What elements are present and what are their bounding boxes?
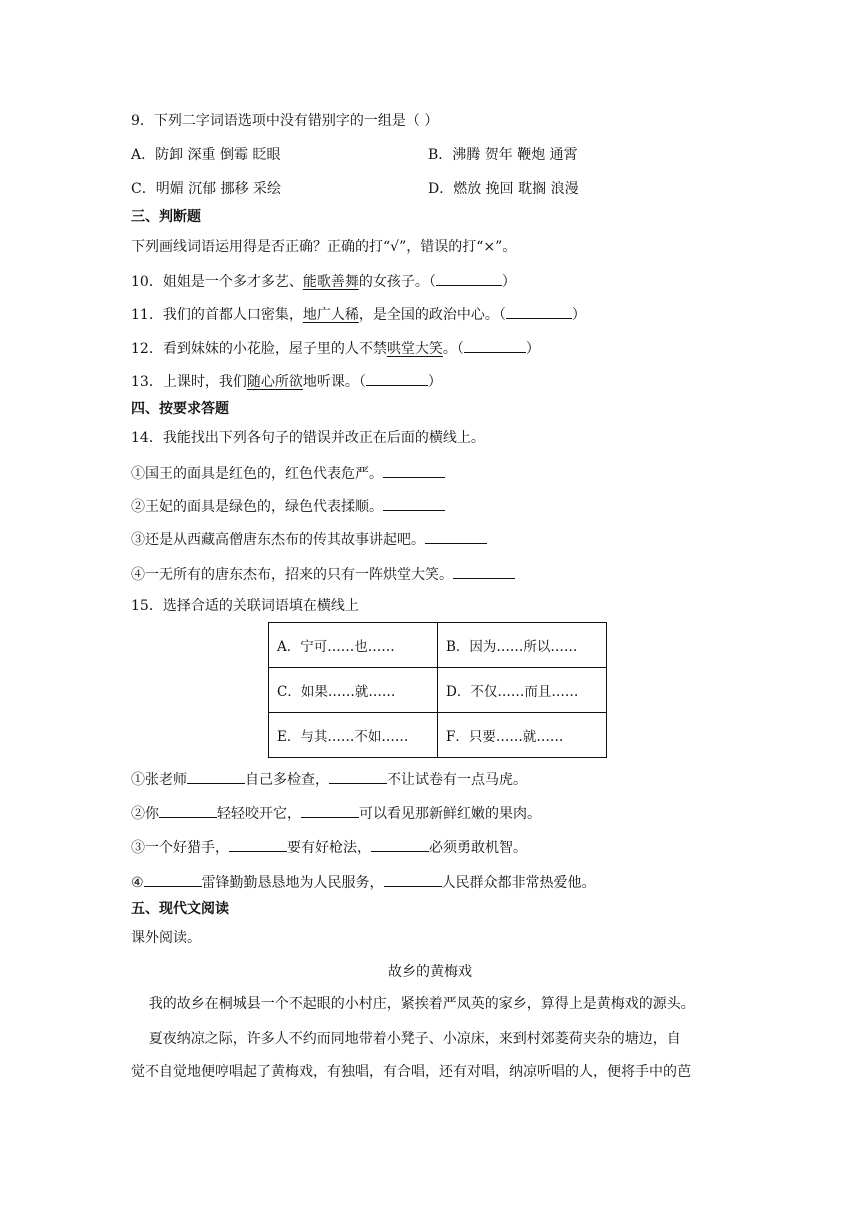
q12: 12．看到妹妹的小花脸，屋子里的人不禁哄堂大笑。（ ） [131,337,540,359]
q11: 11．我们的首都人口密集，地广人稀，是全国的政治中心。（ ） [131,303,586,325]
table-row [269,623,607,668]
table-cell: D．不仅……而且…… [438,668,607,713]
passage-line-3: 觉不自觉地便哼唱起了黄梅戏，有独唱，有合唱，还有对唱，纳凉听唱的人，便将手中的芭 [131,1064,691,1080]
answer-blank[interactable] [464,337,526,353]
q13: 13．上课时，我们随心所欲地听课。（ ） [131,370,442,392]
table-row [269,713,607,758]
q14-item-2: ②王妃的面具是绿色的，绿色代表揉顺。 [131,495,445,517]
q9-option-b: B．沸腾 贺年 鞭炮 通霄 [428,147,578,163]
q15-item-1: ①张老师 自己多检查， 不让试卷有一点马虎。 [131,768,527,790]
answer-blank[interactable] [144,871,202,887]
q9-option-d: D．燃放 挽回 耽搁 浪漫 [428,181,579,197]
passage-line-1: 我的故乡在桐城县一个不起眼的小村庄，紧挨着严凤英的家乡，算得上是黄梅戏的源头。 [131,996,695,1012]
section4-heading: 四、按要求答题 [131,401,229,417]
q9-option-c: C．明媚 沉郁 挪移 采绘 [131,181,282,197]
table-cell: E．与其……不如…… [269,713,438,758]
answer-blank[interactable] [366,370,428,386]
underlined-phrase: 能歌善舞 [302,274,359,290]
answer-blank[interactable] [383,462,445,478]
q9-option-a: A．防卸 深重 倒霉 眨眼 [131,147,281,163]
answer-blank[interactable] [329,768,387,784]
answer-blank[interactable] [383,495,445,511]
q15-item-2: ②你 轻轻咬开它， 可以看见那新鲜红嫩的果肉。 [131,802,541,824]
answer-blank[interactable] [506,303,572,319]
section5-intro: 课外阅读。 [131,930,201,946]
table-row [269,668,607,713]
answer-blank[interactable] [436,270,502,286]
table-cell: B．因为……所以…… [438,623,607,668]
answer-blank[interactable] [187,768,245,784]
q10: 10．姐姐是一个多才多艺、能歌善舞的女孩子。（ ） [131,270,516,292]
q15-stem: 15．选择合适的关联词语填在横线上 [131,598,359,614]
q14-stem: 14．我能找出下列各句子的错误并改正在后面的横线上。 [131,430,485,446]
underlined-phrase: 哄堂大笑 [386,341,443,357]
table-cell: F．只要……就…… [438,713,607,758]
answer-blank[interactable] [453,563,515,579]
section3-instruction: 下列画线词语运用得是否正确？正确的打“√”，错误的打“×”。 [131,239,517,255]
underlined-phrase: 地广人稀 [302,307,359,323]
passage-line-2: 夏夜纳凉之际，许多人不约而同地带着小凳子、小凉床，来到村郊菱荷夹杂的塘边，自 [131,1031,681,1047]
answer-blank[interactable] [159,802,217,818]
conjunction-options-table [268,622,607,758]
q14-item-4: ④一无所有的唐东杰布，招来的只有一阵烘堂大笑。 [131,563,515,585]
answer-blank[interactable] [301,802,359,818]
table-cell: A．宁可……也…… [269,623,438,668]
q14-item-1: ①国王的面具是红色的，红色代表危严。 [131,462,445,484]
answer-blank[interactable] [371,836,429,852]
q9-stem: 9．下列二字词语选项中没有错别字的一组是（ ） [131,113,439,129]
q15-item-3: ③一个好猎手， 要有好枪法， 必须勇敢机智。 [131,836,527,858]
passage-title: 故乡的黄梅戏 [388,964,472,980]
q14-item-3: ③还是从西藏高僧唐东杰布的传其故事讲起吧。 [131,528,487,550]
section5-heading: 五、现代文阅读 [131,901,229,917]
answer-blank[interactable] [384,871,442,887]
q15-item-4: ④ 雷锋勤勤恳恳地为人民服务， 人民群众都非常热爱他。 [131,871,596,893]
answer-blank[interactable] [425,528,487,544]
underlined-phrase: 随心所欲 [246,374,303,390]
answer-blank[interactable] [229,836,287,852]
table-cell: C．如果……就…… [269,668,438,713]
section3-heading: 三、判断题 [131,209,201,225]
